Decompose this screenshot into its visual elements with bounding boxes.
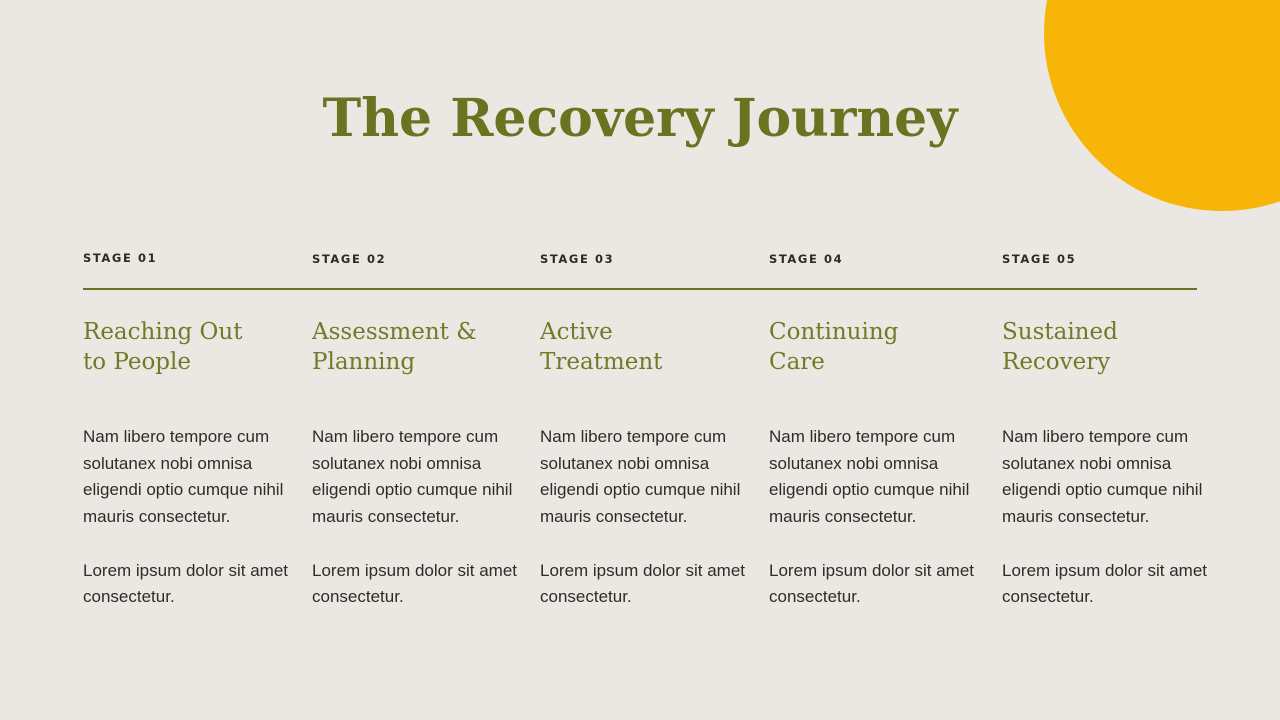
stage-description: Nam libero tempore cum solutanex nobi omnisa eligendi optio cumque nihil mauris consectetur. xyxy=(1002,427,1203,527)
stage-note: Lorem ipsum dolor sit amet consectetur. xyxy=(83,560,289,607)
stage-heading-line: Continuing xyxy=(769,319,899,345)
stage-label-03: STAGE 03 xyxy=(540,252,615,266)
stage-description: Nam libero tempore cum solutanex nobi omnisa eligendi optio cumque nihil mauris consectetur. xyxy=(312,427,513,527)
stage-body-02 xyxy=(312,424,522,611)
stage-body-03 xyxy=(540,424,750,611)
stage-heading-line: Recovery xyxy=(1002,349,1111,375)
stage-note: Lorem ipsum dolor sit amet consectetur. xyxy=(312,560,518,607)
stage-description: Nam libero tempore cum solutanex nobi omnisa eligendi optio cumque nihil mauris consectetur. xyxy=(769,427,970,527)
stage-heading-line: Assessment & xyxy=(312,319,477,345)
stage-note: Lorem ipsum dolor sit amet consectetur. xyxy=(1002,560,1208,607)
slide-title: The Recovery Journey xyxy=(322,88,958,149)
stage-label-02: STAGE 02 xyxy=(312,252,387,266)
stage-description: Nam libero tempore cum solutanex nobi omnisa eligendi optio cumque nihil mauris consectetur. xyxy=(540,427,741,527)
stage-heading-line: Care xyxy=(769,349,825,375)
stage-heading-line: Sustained xyxy=(1002,319,1118,345)
stage-heading-line: Active xyxy=(540,319,613,345)
stage-label-01: STAGE 01 xyxy=(83,251,158,265)
stage-heading-04 xyxy=(769,317,969,377)
stage-body-04 xyxy=(769,424,979,611)
stage-body-05 xyxy=(1002,424,1212,611)
stage-heading-01 xyxy=(83,317,283,377)
stage-note: Lorem ipsum dolor sit amet consectetur. xyxy=(769,560,975,607)
stage-heading-line: Planning xyxy=(312,349,416,375)
stage-heading-02 xyxy=(312,317,512,377)
stage-label-05: STAGE 05 xyxy=(1002,252,1077,266)
stage-description: Nam libero tempore cum solutanex nobi omnisa eligendi optio cumque nihil mauris consectetur. xyxy=(83,427,284,527)
stage-heading-05 xyxy=(1002,317,1202,377)
stage-heading-03 xyxy=(540,317,740,377)
stage-body-01 xyxy=(83,424,293,611)
stage-heading-line: Treatment xyxy=(540,349,663,375)
stage-heading-line: Reaching Out xyxy=(83,319,243,345)
stage-heading-line: to People xyxy=(83,349,191,375)
timeline-divider xyxy=(83,288,1197,290)
stage-label-04: STAGE 04 xyxy=(769,252,844,266)
stage-note: Lorem ipsum dolor sit amet consectetur. xyxy=(540,560,746,607)
